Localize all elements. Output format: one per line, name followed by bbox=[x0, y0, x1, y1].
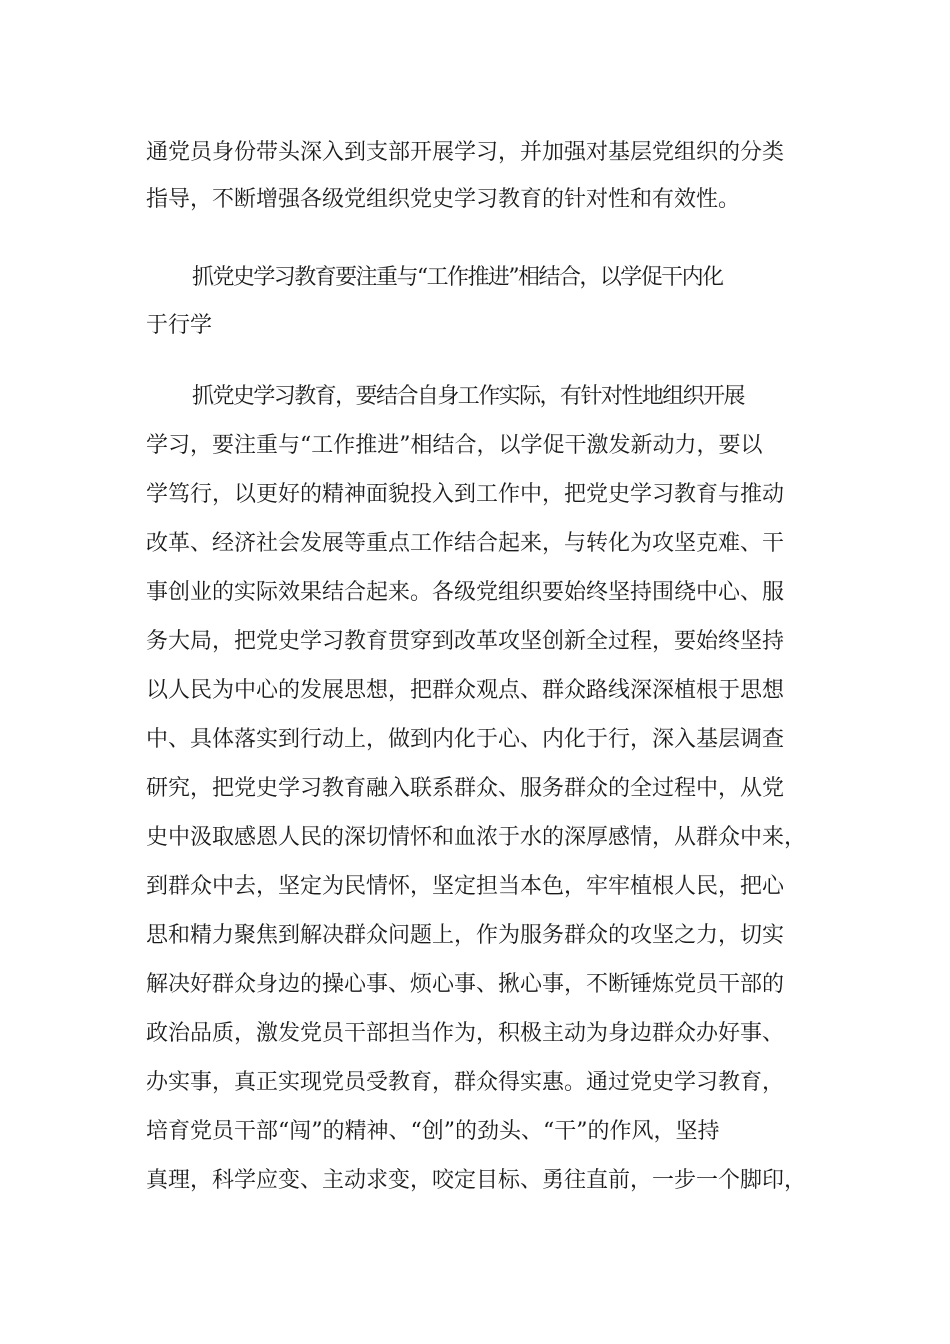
paragraph-line: 政治品质，激发党员干部担当作为，积极主动为身边群众办好事、 bbox=[146, 1021, 785, 1046]
paragraph-line: 务大局，把党史学习教育贯穿到改革攻坚创新全过程，要始终坚持 bbox=[146, 629, 785, 654]
paragraph-line: 解决好群众身边的操心事、烦心事、揪心事，不断锤炼党员干部的 bbox=[146, 972, 785, 997]
paragraph-line: 中、具体落实到行动上，做到内化于心、内化于行，深入基层调查 bbox=[146, 727, 785, 752]
paragraph-line: 真理，科学应变、主动求变，咬定目标、勇往直前，一步一个脚印， bbox=[146, 1168, 807, 1193]
section-heading-line: 于行学 bbox=[146, 313, 213, 338]
paragraph-line: 培育党员干部“闯”的精神、“创”的劲头、“干”的作风，坚持 bbox=[146, 1119, 720, 1144]
paragraph-line: 改革、经济社会发展等重点工作结合起来，与转化为攻坚克难、干 bbox=[146, 531, 785, 556]
paragraph-line: 思和精力聚焦到解决群众问题上，作为服务群众的攻坚之力，切实 bbox=[146, 923, 785, 948]
paragraph-line: 事创业的实际效果结合起来。各级党组织要始终坚持围绕中心、服 bbox=[146, 580, 785, 605]
section-heading-line: 抓党史学习教育要注重与“工作推进”相结合，以学促干内化 bbox=[192, 265, 723, 290]
paragraph-line: 通党员身份带头深入到支部开展学习，并加强对基层党组织的分类 bbox=[146, 140, 785, 165]
paragraph-line: 办实事，真正实现党员受教育，群众得实惠。通过党史学习教育， bbox=[146, 1070, 785, 1095]
paragraph-line: 到群众中去，坚定为民情怀，坚定担当本色，牢牢植根人民，把心 bbox=[146, 874, 785, 899]
paragraph-line: 学习，要注重与“工作推进”相结合，以学促干激发新动力，要以 bbox=[146, 433, 763, 458]
paragraph-line: 学笃行，以更好的精神面貌投入到工作中，把党史学习教育与推动 bbox=[146, 482, 785, 507]
paragraph-line: 指导，不断增强各级党组织党史学习教育的针对性和有效性。 bbox=[146, 187, 741, 212]
paragraph-line: 史中汲取感恩人民的深切情怀和血浓于水的深厚感情，从群众中来， bbox=[146, 825, 807, 850]
paragraph-line: 以人民为中心的发展思想，把群众观点、群众路线深深植根于思想 bbox=[146, 678, 785, 703]
paragraph-line: 研究，把党史学习教育融入联系群众、服务群众的全过程中，从党 bbox=[146, 776, 785, 801]
paragraph-line: 抓党史学习教育，要结合自身工作实际，有针对性地组织开展 bbox=[192, 384, 745, 409]
